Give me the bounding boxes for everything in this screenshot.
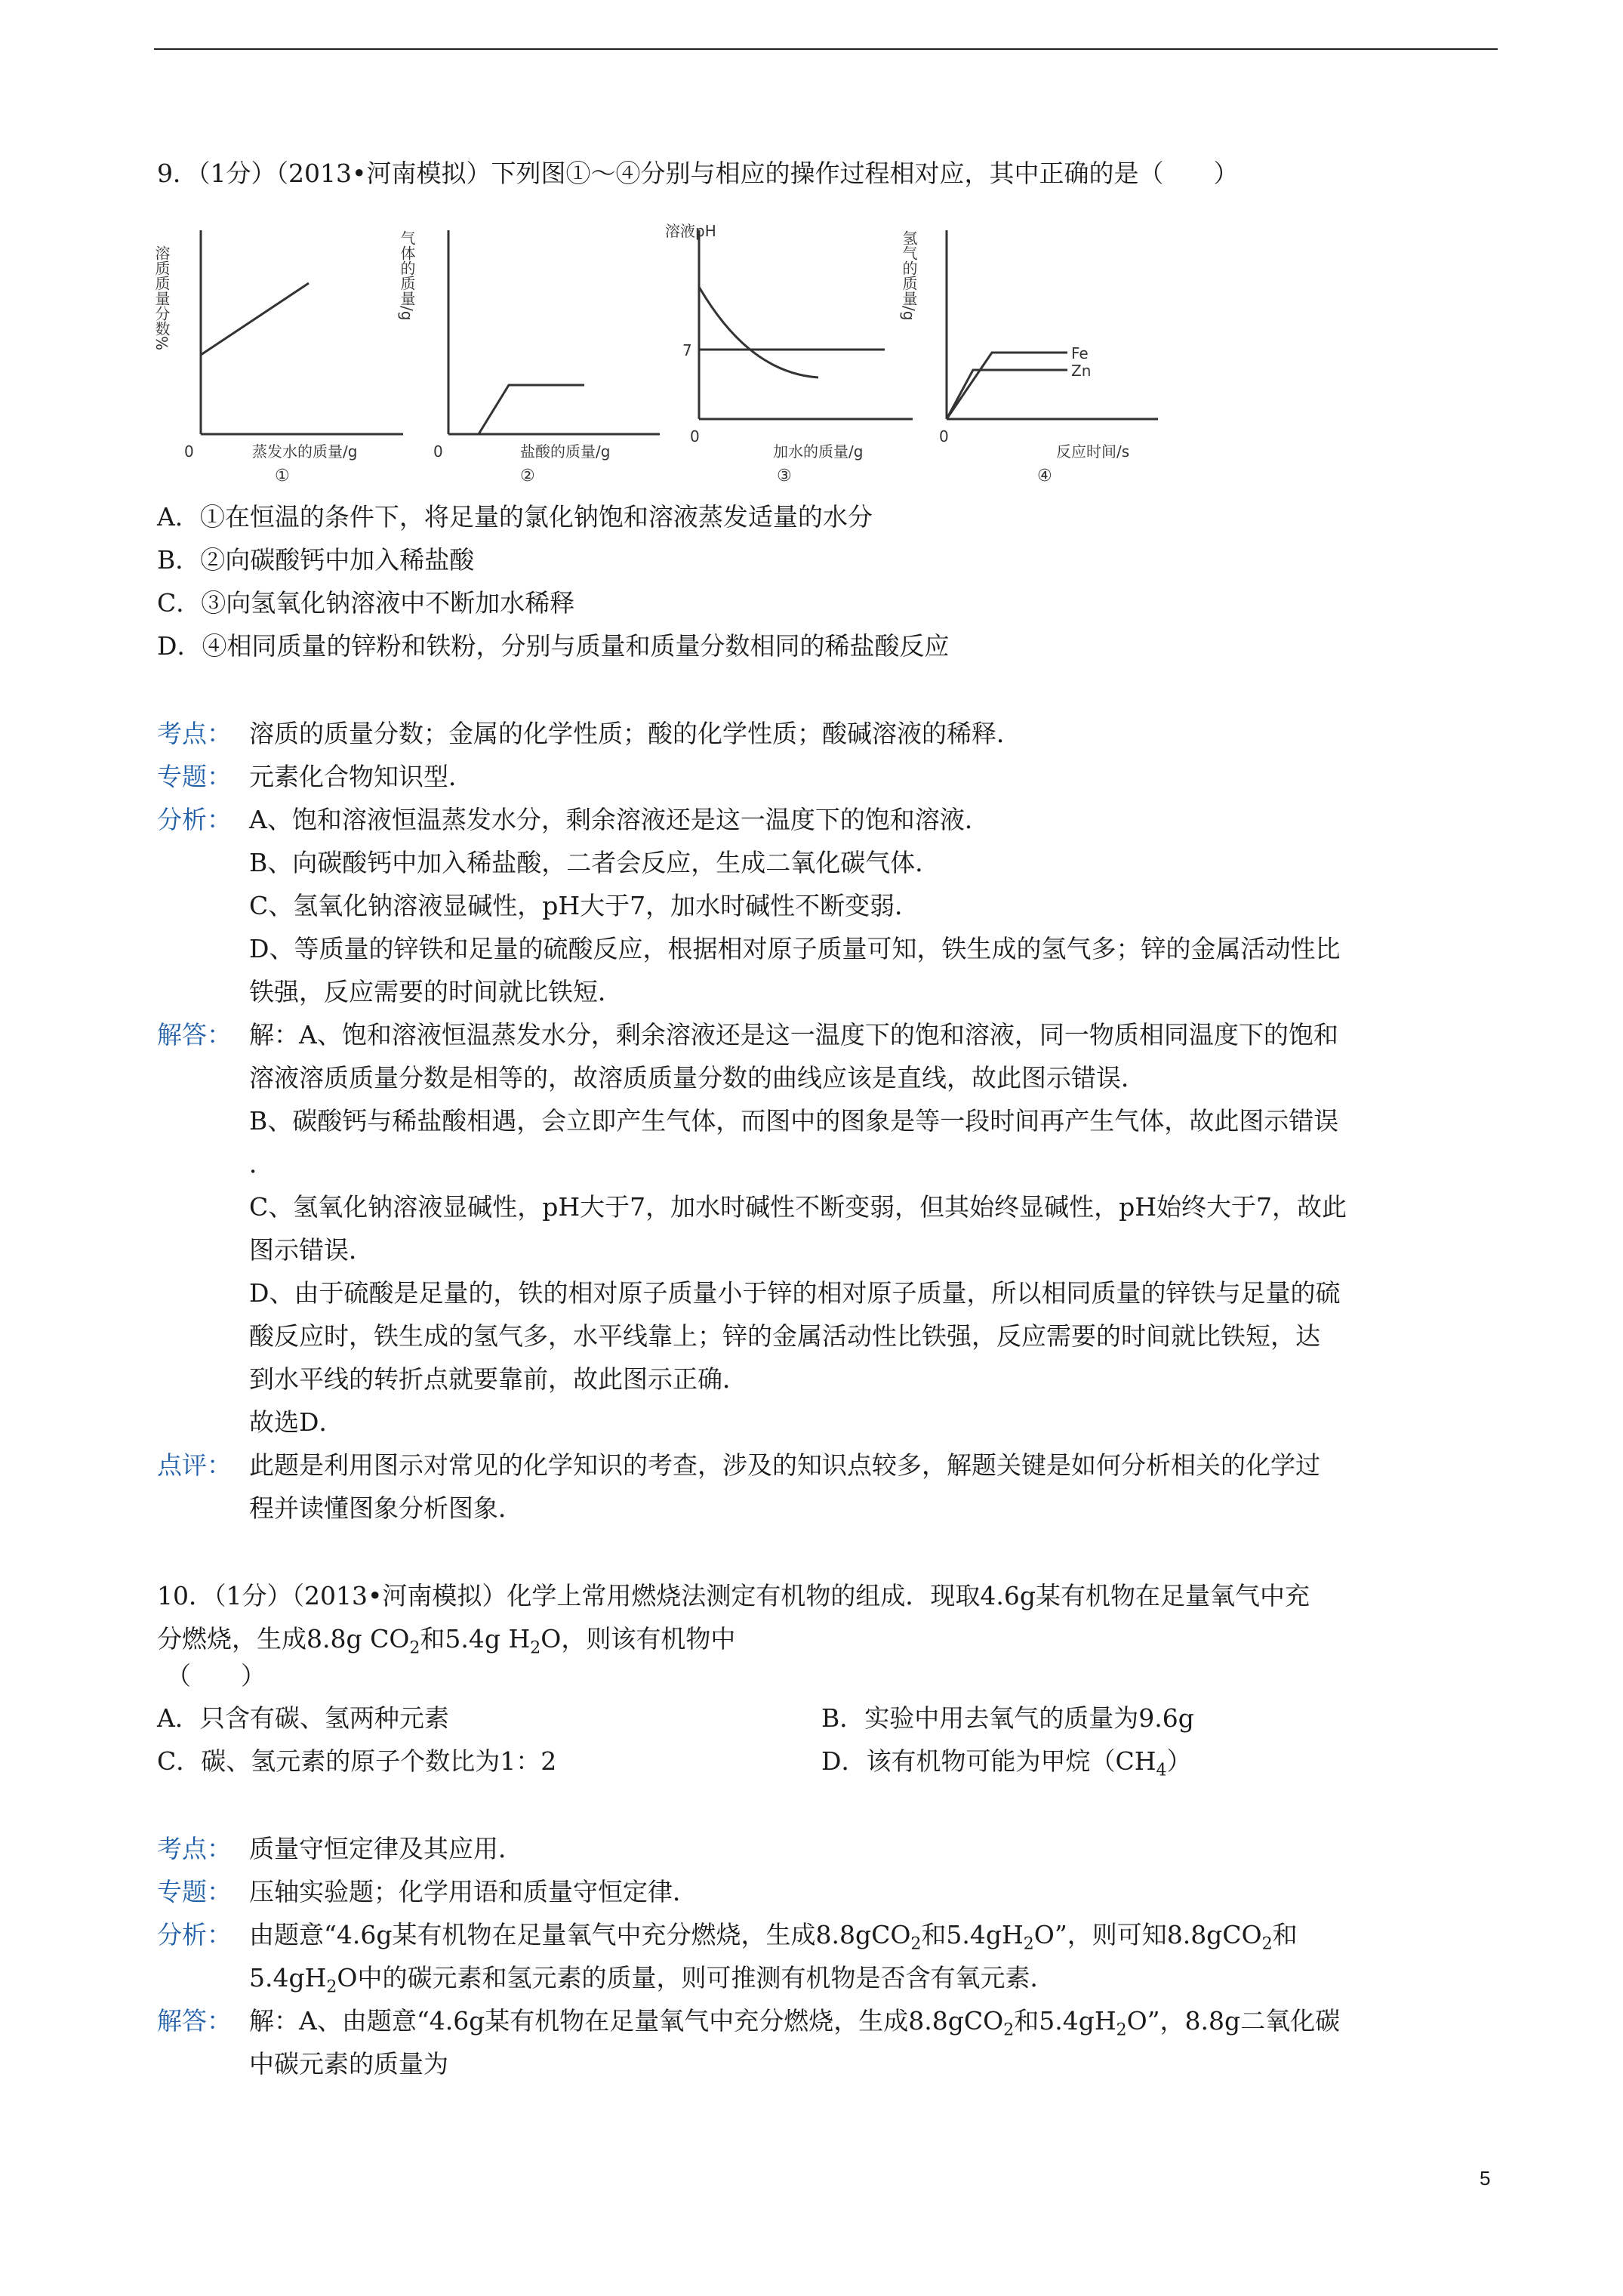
q9-fenxi-line-4: D、等质量的锌铁和足量的硫酸反应，根据相对原子质量可知，铁生成的氢气多；锌的金属活动性比 bbox=[249, 934, 1341, 963]
chart-2-line bbox=[479, 385, 584, 434]
q9-zhuanti: 元素化合物知识型． bbox=[249, 762, 473, 791]
q10-option-b: B．实验中用去氧气的质量为9.6g bbox=[821, 1703, 1194, 1733]
q9-jieda-line-9: 到水平线的转折点就要靠前，故此图示正确． bbox=[249, 1364, 747, 1394]
chart-3-ylabel: 溶液pH bbox=[665, 222, 716, 240]
q9-jieda-line-5: C、氢氧化钠溶液显碱性，pH大于7，加水时碱性不断变弱，但其始终显碱性，pH始终大于7，故此 bbox=[249, 1192, 1347, 1222]
q10-jieda-label: 解答： bbox=[157, 2006, 232, 2036]
q10-option-d: D．该有机物可能为甲烷$(CH_4)$ bbox=[821, 1746, 1192, 1780]
q10-jieda-line-1: 解：A、由题意“4.6g某有机物在足量氧气中充分燃烧，生成8.8gCO$_2$和$5.4gH_2O$”，8.8g二氧化碳 bbox=[249, 2006, 1341, 2040]
q10-stem-line-3: （ ） bbox=[166, 1661, 266, 1690]
chart-2 bbox=[398, 230, 660, 485]
chart-2-ylabel: 气体的质量/g bbox=[398, 230, 416, 321]
header-rule bbox=[154, 48, 1498, 50]
chart-4-xlabel: 反应时间/s bbox=[1056, 442, 1130, 461]
q10-zhuanti: 压轴实验题；化学用语和质量守恒定律． bbox=[249, 1877, 698, 1906]
chart-2-xlabel: 盐酸的质量/g bbox=[520, 442, 611, 461]
q9-jieda-line-8: 酸反应时，铁生成的氢气多，水平线靠上；锌的金属活动性比铁强，反应需要的时间就比铁短，达 bbox=[249, 1321, 1320, 1351]
q9-zhuanti-label: 专题： bbox=[157, 762, 232, 791]
chart-4 bbox=[900, 230, 1158, 485]
q9-option-a: A．①在恒温的条件下，将足量的氯化钠饱和溶液蒸发适量的水分 bbox=[157, 502, 873, 532]
q10-kaodian: 质量守恒定律及其应用． bbox=[249, 1834, 523, 1863]
q9-fenxi-line-1: A、饱和溶液恒温蒸发水分，剩余溶液还是这一温度下的饱和溶液． bbox=[249, 805, 990, 834]
page-number: 5 bbox=[1480, 2167, 1491, 2190]
q10-option-a: A．只含有碳、氢两种元素 bbox=[157, 1703, 449, 1733]
chart-2-origin: 0 bbox=[433, 442, 443, 461]
q9-jieda-line-2: 溶液溶质质量分数是相等的，故溶质质量分数的曲线应该是直线，故此图示错误． bbox=[249, 1063, 1146, 1093]
q9-fenxi-line-2: B、向碳酸钙中加入稀盐酸，二者会反应，生成二氧化碳气体． bbox=[249, 848, 941, 877]
chart-4-num: ④ bbox=[1037, 467, 1052, 485]
q9-jieda-line-7: D、由于硫酸是足量的，铁的相对原子质量小于锌的相对原子质量，所以相同质量的锌铁与足量的硫 bbox=[249, 1278, 1341, 1308]
chart-3-xlabel: 加水的质量/g bbox=[773, 442, 864, 461]
q9-option-d: D．④相同质量的锌粉和铁粉，分别与质量和质量分数相同的稀盐酸反应 bbox=[157, 631, 950, 661]
q10-stem-line-2: 分燃烧，生成8.8g $CO_2$和5.4g $H_2O$，则该有机物中 bbox=[157, 1624, 736, 1658]
chart-4-zn-line bbox=[947, 370, 1067, 419]
q9-dianping-label: 点评： bbox=[157, 1450, 232, 1480]
chart-4-series-zn: Zn bbox=[1071, 362, 1092, 380]
q10-fenxi-label: 分析： bbox=[157, 1920, 232, 1949]
q9-kaodian: 溶质的质量分数；金属的化学性质；酸的化学性质；酸碱溶液的稀释． bbox=[249, 719, 1021, 748]
q9-dianping-line-2: 程并读懂图象分析图象． bbox=[249, 1493, 523, 1523]
chart-3-num: ③ bbox=[777, 467, 792, 485]
q10-jieda-line-2: 中碳元素的质量为 bbox=[249, 2049, 448, 2079]
q9-stem: 9．（1分）（2013•河南模拟）下列图①～④分别与相应的操作过程相对应，其中正确的是（ ） bbox=[157, 159, 1239, 188]
chart-4-ylabel: 氢气的质量/g bbox=[900, 230, 918, 321]
chart-1-xlabel: 蒸发水的质量/g bbox=[252, 442, 358, 461]
q9-fenxi-label: 分析： bbox=[157, 805, 232, 834]
chart-4-series-fe: Fe bbox=[1071, 344, 1089, 362]
q10-zhuanti-label: 专题： bbox=[157, 1877, 232, 1906]
q9-dianping-line-1: 此题是利用图示对常见的化学知识的考查，涉及的知识点较多，解题关键是如何分析相关的化学过 bbox=[249, 1450, 1320, 1480]
chart-3-curve bbox=[699, 287, 818, 378]
q9-option-c: C．③向氢氧化钠溶液中不断加水稀释 bbox=[157, 588, 575, 618]
q10-fenxi-line-1: 由题意“4.6g某有机物在足量氧气中充分燃烧，生成8.8gCO$_2$和$5.4gH_2O$”，则可知8.8gCO$_2$和 bbox=[249, 1920, 1298, 1954]
chart-1-ylabel: 溶质质量分数% bbox=[152, 245, 171, 351]
q10-stem-line-1: 10．（1分）（2013•河南模拟）化学上常用燃烧法测定有机物的组成．现取4.6g某有机物在足量氧气中充 bbox=[157, 1581, 1310, 1610]
q10-fenxi-line-2: $5.4gH_2O$中的碳元素和氢元素的质量，则可推测有机物是否含有氧元素． bbox=[249, 1963, 1055, 1997]
chart-1-line bbox=[201, 283, 309, 355]
chart-4-origin: 0 bbox=[939, 427, 949, 445]
chart-3 bbox=[665, 222, 913, 485]
q9-chart-panel bbox=[152, 215, 1166, 495]
q10-option-c: C．碳、氢元素的原子个数比为1：2 bbox=[157, 1746, 557, 1776]
chart-1-num: ① bbox=[275, 467, 290, 485]
q9-jieda-label: 解答： bbox=[157, 1020, 232, 1049]
q10-kaodian-label: 考点： bbox=[157, 1834, 232, 1863]
q9-option-b: B．②向碳酸钙中加入稀盐酸 bbox=[157, 545, 475, 575]
chart-2-num: ② bbox=[520, 467, 535, 485]
q9-kaodian-label: 考点： bbox=[157, 719, 232, 748]
q9-fenxi-line-5: 铁强，反应需要的时间就比铁短． bbox=[249, 977, 623, 1006]
q9-jieda-line-4: ． bbox=[249, 1149, 274, 1179]
q9-jieda-line-6: 图示错误． bbox=[249, 1235, 374, 1265]
q9-jieda-line-1: 解：A、饱和溶液恒温蒸发水分，剩余溶液还是这一温度下的饱和溶液，同一物质相同温度下的饱和 bbox=[249, 1020, 1338, 1049]
q9-jieda-line-3: B、碳酸钙与稀盐酸相遇，会立即产生气体，而图中的图象是等一段时间再产生气体，故此图示错误 bbox=[249, 1106, 1339, 1136]
chart-1-origin: 0 bbox=[184, 442, 194, 461]
chart-3-origin: 0 bbox=[690, 427, 700, 445]
q9-fenxi-line-3: C、氢氧化钠溶液显碱性，pH大于7，加水时碱性不断变弱． bbox=[249, 891, 920, 920]
chart-1 bbox=[152, 230, 403, 485]
q9-jieda-line-10: 故选D． bbox=[249, 1407, 344, 1437]
chart-3-tick-7: 7 bbox=[682, 341, 692, 359]
